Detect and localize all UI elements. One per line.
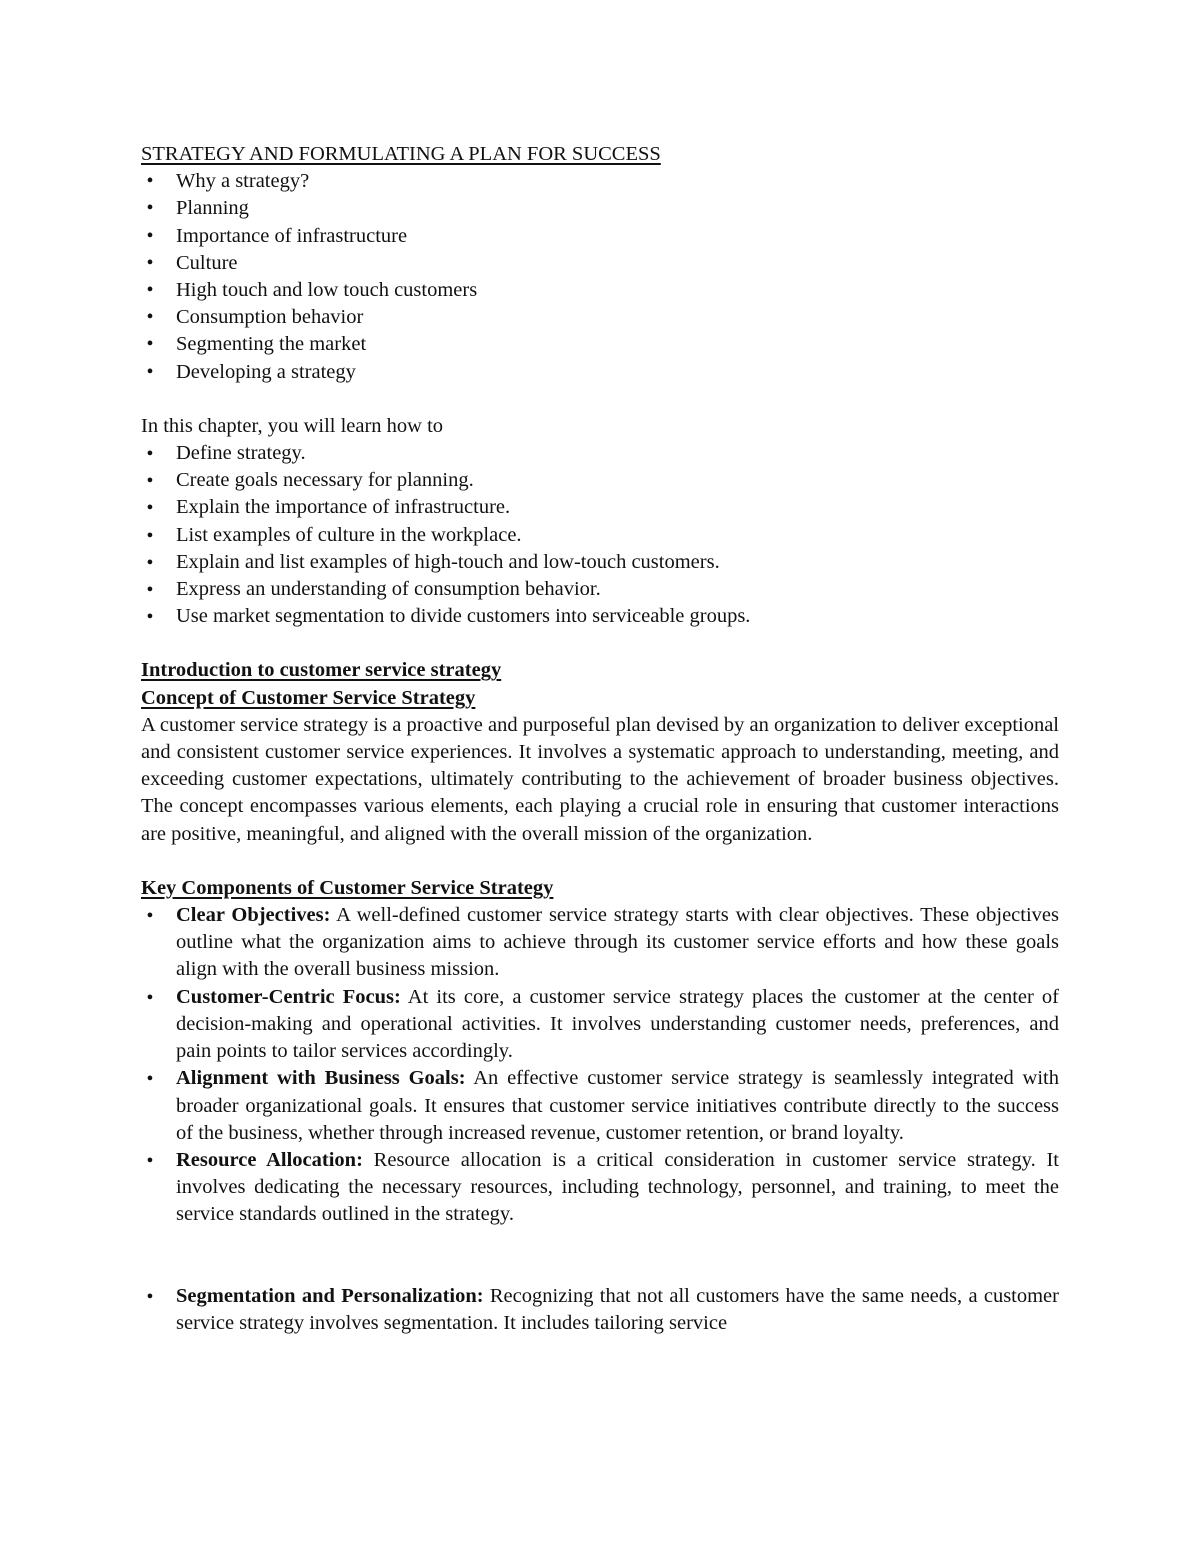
spacer	[141, 848, 1059, 875]
bullet-icon	[143, 902, 157, 932]
list-item: ● Define strategy.	[141, 440, 1059, 467]
spacer	[141, 386, 1059, 413]
bullet-icon	[143, 331, 157, 358]
list-item: ● Resource Allocation: Resource allocation is a critical consideration in customer service strategy. It involves dedicating the necessary resources, including technology, personnel, and training, to meet the service standards outlined in the strategy.	[141, 1147, 1059, 1229]
bullet-icon	[143, 304, 157, 331]
objectives-list	[141, 440, 1059, 630]
bullet-icon	[143, 1283, 157, 1313]
bullet-icon	[143, 440, 157, 470]
list-item: • Importance of infrastructure	[141, 223, 1059, 250]
intro-heading: Introduction to customer service strategy	[141, 659, 502, 682]
bullet-icon	[143, 223, 157, 250]
objectives-intro: In this chapter, you will learn how to	[141, 414, 444, 437]
list-item: • Segmenting the market	[141, 331, 1059, 358]
topics-list	[141, 168, 1059, 386]
bullet-icon	[143, 359, 157, 386]
bullet-icon	[143, 168, 157, 195]
list-item: ● List examples of culture in the workplace.	[141, 522, 1059, 549]
bullet-icon	[143, 1065, 157, 1095]
list-item: ● Clear Objectives: A well-defined customer service strategy starts with clear objectives. These objectives outline what the organization aims to achieve through its customer service efforts and how these goals align with the overall business mission.	[141, 902, 1059, 984]
list-item: ● Explain the importance of infrastructure.	[141, 494, 1059, 521]
list-item: ● Use market segmentation to divide customers into serviceable groups.	[141, 603, 1059, 630]
list-item: • Why a strategy?	[141, 168, 1059, 195]
list-item: • Developing a strategy	[141, 359, 1059, 386]
list-item: ● Create goals necessary for planning.	[141, 467, 1059, 494]
bullet-icon	[143, 984, 157, 1014]
spacer	[141, 630, 1059, 657]
bullet-icon	[143, 549, 157, 579]
list-item: • Culture	[141, 250, 1059, 277]
components-list	[141, 902, 1059, 1228]
concept-heading: Concept of Customer Service Strategy	[141, 686, 476, 709]
bullet-icon	[143, 1147, 157, 1177]
bullet-icon	[143, 195, 157, 222]
components-heading: Key Components of Customer Service Strategy	[141, 876, 554, 899]
bullet-icon	[143, 576, 157, 606]
list-item: ● Customer-Centric Focus: At its core, a customer service strategy places the customer at the center of decision-making and operational activities. It involves understanding customer needs, preferences, and pain points to tailor services accordingly.	[141, 984, 1059, 1066]
list-item: ● Segmentation and Personalization: Recognizing that not all customers have the same needs, a customer service strategy involves segmentation. It includes tailoring service	[141, 1283, 1059, 1337]
concept-paragraph: A customer service strategy is a proactive and purposeful plan devised by an organization to deliver exceptional and consistent customer service experiences. It involves a systematic approach to understanding, meeting, and exceeding customer expectations, ultimately contributing to the achievement of broader business objectives. The concept encompasses various elements, each playing a crucial role in ensuring that customer interactions are positive, meaningful, and aligned with the overall mission of the organization.	[141, 713, 1059, 845]
bullet-icon	[143, 522, 157, 552]
spacer	[141, 1229, 1059, 1283]
list-item: • High touch and low touch customers	[141, 277, 1059, 304]
document-page	[141, 141, 1059, 1337]
components-list-continued	[141, 1283, 1059, 1337]
list-item: ● Express an understanding of consumption behavior.	[141, 576, 1059, 603]
document-title: STRATEGY AND FORMULATING A PLAN FOR SUCCESS	[141, 143, 661, 165]
bullet-icon	[143, 277, 157, 304]
bullet-icon	[143, 250, 157, 277]
bullet-icon	[143, 467, 157, 497]
list-item: ● Alignment with Business Goals: An effective customer service strategy is seamlessly integrated with broader organizational goals. It ensures that customer service initiatives contribute directly to the success of the business, whether through increased revenue, customer retention, or brand loyalty.	[141, 1065, 1059, 1147]
bullet-icon	[143, 494, 157, 524]
list-item: • Planning	[141, 195, 1059, 222]
list-item: ● Explain and list examples of high-touch and low-touch customers.	[141, 549, 1059, 576]
list-item: • Consumption behavior	[141, 304, 1059, 331]
bullet-icon	[143, 603, 157, 633]
